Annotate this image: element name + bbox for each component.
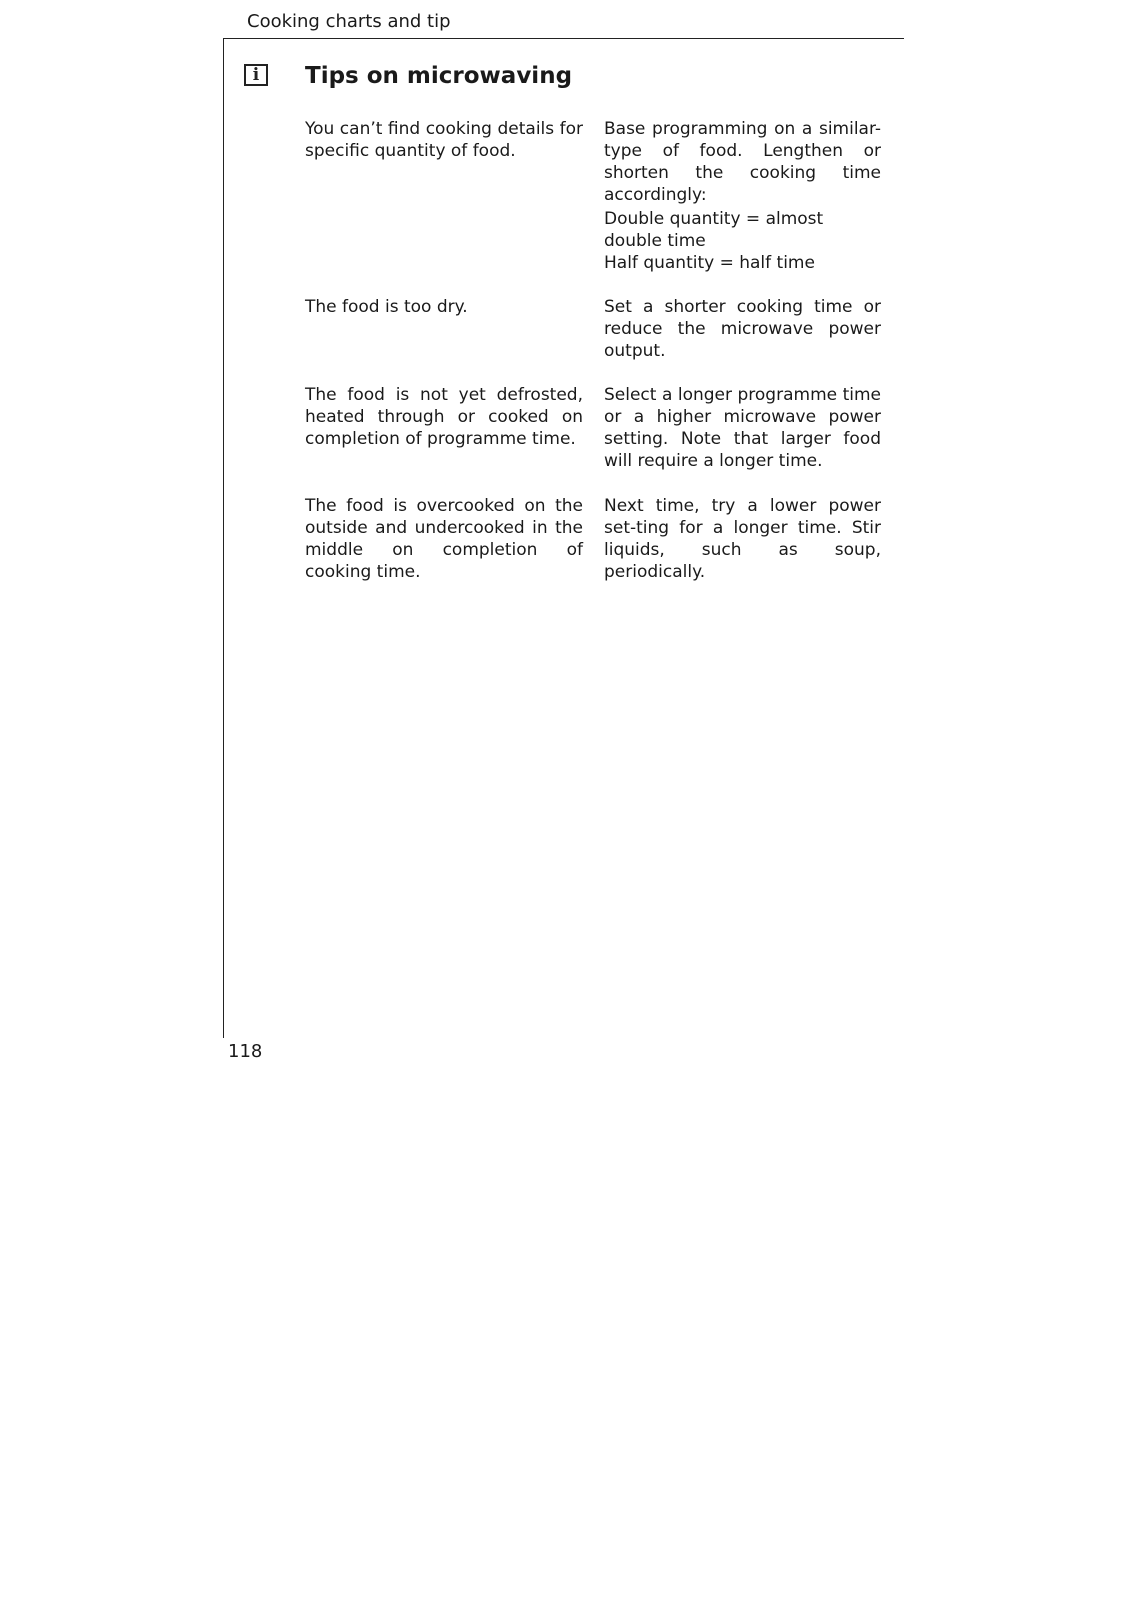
- tip-1-problem: You can’t find cooking details for specific quantity of food.: [305, 119, 583, 161]
- page-number: 118: [228, 1041, 263, 1062]
- tip-4-problem: The food is overcooked on the outside and undercooked in the middle on completion of cooking time.: [305, 496, 583, 582]
- tip-1-remedy: Base programming on a similar-type of food. Lengthen or shorten the cooking time accordingly:: [604, 119, 881, 205]
- tip-1-remedy-double: Double quantity = almost double time: [604, 209, 824, 251]
- tip-1-remedy-half: Half quantity = half time: [604, 253, 815, 273]
- header-rule: [223, 38, 904, 39]
- margin-rule: [223, 38, 224, 1038]
- page-title: Tips on microwaving: [305, 63, 573, 89]
- running-header: Cooking charts and tip: [247, 11, 451, 32]
- tip-2-remedy: Set a shorter cooking time or reduce the microwave power output.: [604, 297, 881, 361]
- tip-3-problem: The food is not yet defrosted, heated through or cooked on completion of programme time.: [305, 385, 583, 449]
- tip-4-remedy: Next time, try a lower power set-ting for a longer time. Stir liquids, such as soup, periodically.: [604, 496, 881, 582]
- info-icon: i: [244, 64, 268, 86]
- tip-2-problem: The food is too dry.: [305, 297, 468, 317]
- tip-3-remedy: Select a longer programme time or a higher microwave power setting. Note that larger food will require a longer time.: [604, 385, 881, 471]
